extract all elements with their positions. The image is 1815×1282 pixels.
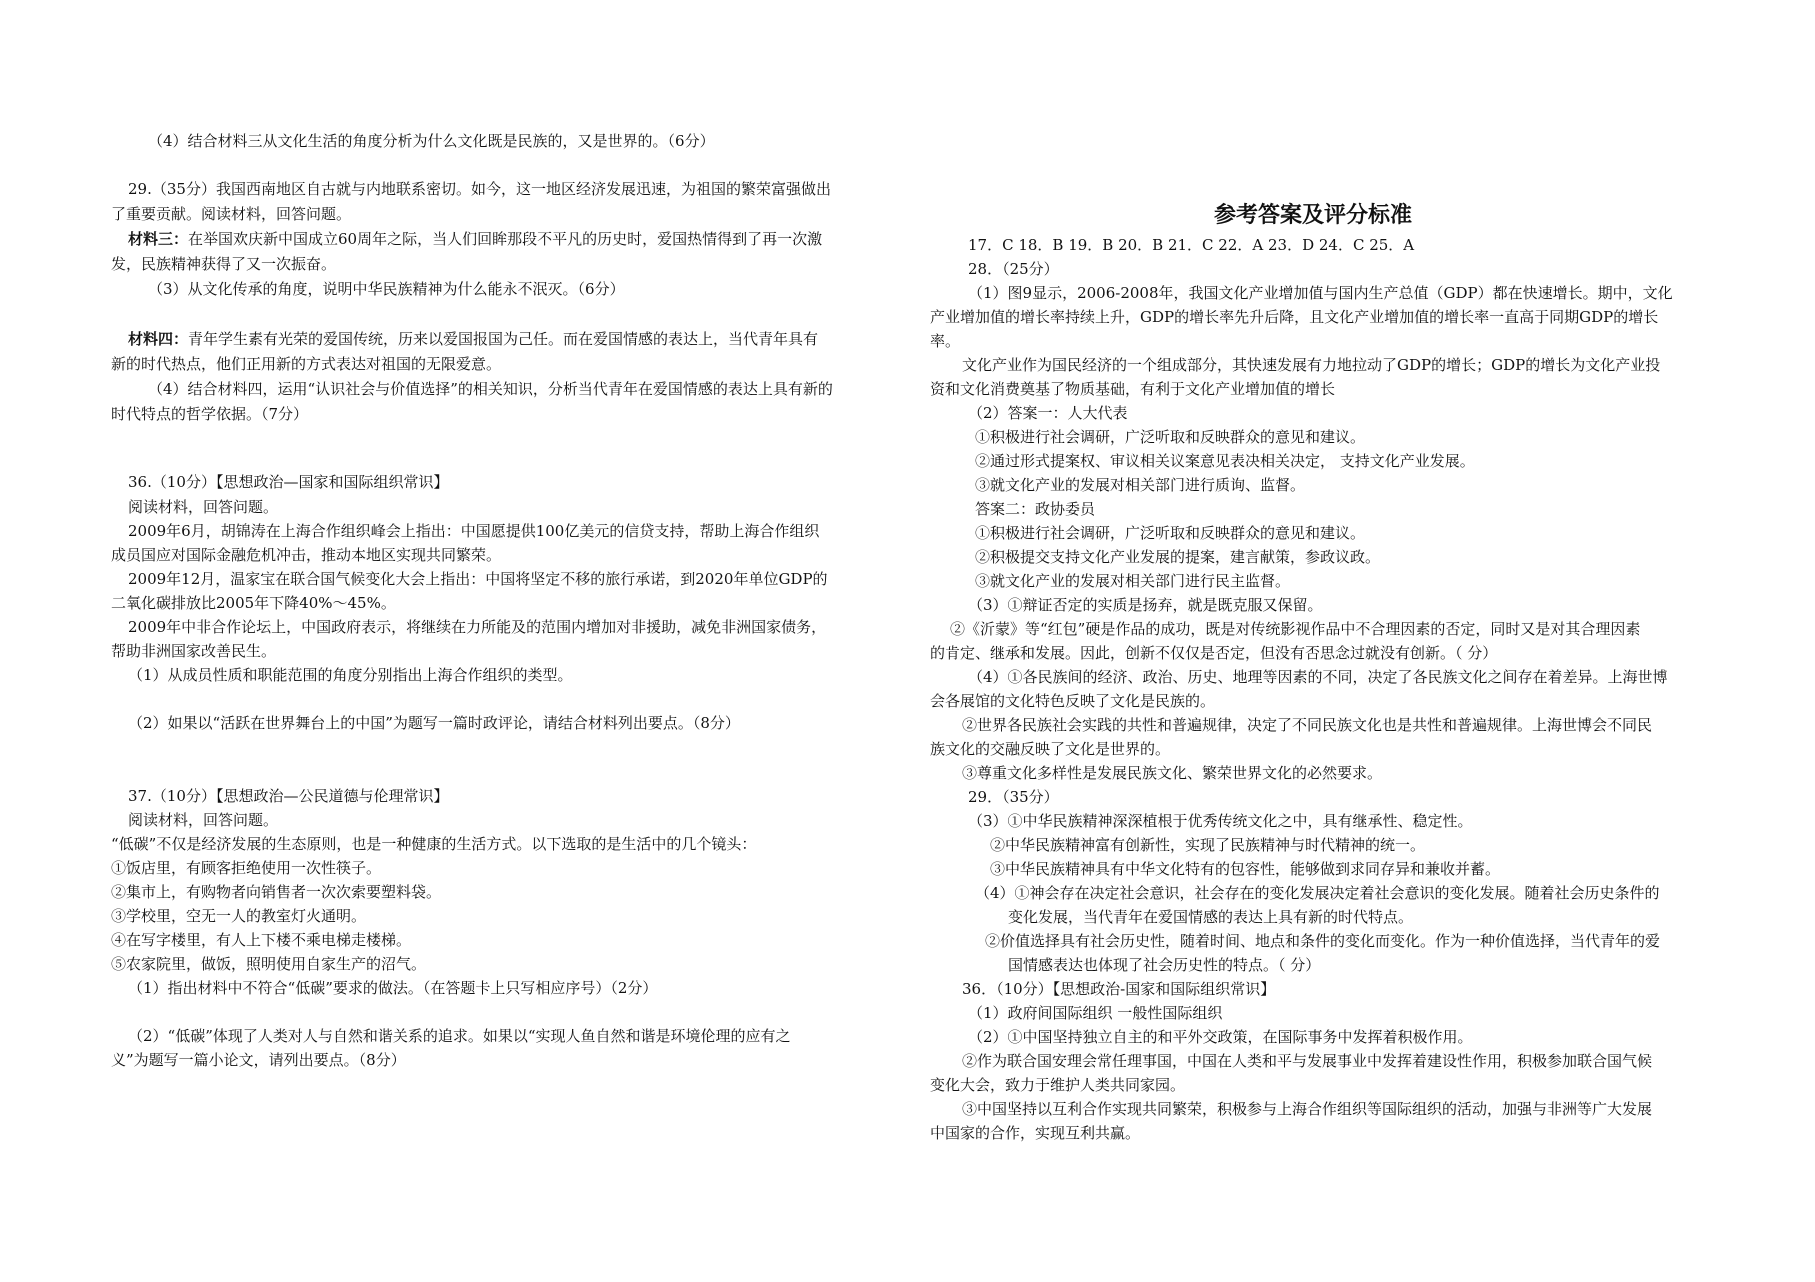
text-line: 会各展馆的文化特色反映了文化是民族的。	[930, 692, 1216, 710]
text-line: 文化产业作为国民经济的一个组成部分，其快速发展有力地拉动了GDP的增长；GDP的增长为文化产业投	[962, 356, 1661, 374]
text-line: 29．（35分）	[968, 788, 1059, 806]
text-line: ①积极进行社会调研，广泛听取和反映群众的意见和建议。	[975, 524, 1366, 542]
text-line: （4）①神会存在决定社会意识，社会存在的变化发展决定着社会意识的变化发展。随着社会历史条件的	[975, 884, 1660, 902]
page-title: 参考答案及评分标准	[1214, 202, 1413, 228]
text-line: ②价值选择具有社会历史性，随着时间、地点和条件的变化而变化。作为一种价值选择，当代青年的爱	[985, 932, 1661, 950]
text-line: 阅读材料，回答问题。	[128, 498, 279, 516]
text-line: 了重要贡献。阅读材料，回答问题。	[111, 205, 352, 223]
text-line: 率。	[930, 332, 961, 350]
text-line: 2009年中非合作论坛上，中国政府表示，将继续在力所能及的范围内增加对非援助，减免非洲国家债务，	[128, 618, 827, 636]
text-line: 新的时代热点，他们正用新的方式表达对祖国的无限爱意。	[111, 355, 502, 373]
text-line: ②作为联合国安理会常任理事国，中国在人类和平与发展事业中发挥着建设性作用，积极参加联合国气候	[962, 1052, 1653, 1070]
text-line: （4）①各民族间的经济、政治、历史、地理等因素的不同，决定了各民族文化之间存在着差异。上海世博	[968, 668, 1668, 686]
text-line: 义”为题写一篇小论文，请列出要点。（8分）	[111, 1051, 406, 1069]
text-line: （2）答案一：人大代表	[968, 404, 1128, 422]
text-line: 中国家的合作，实现互利共赢。	[930, 1124, 1141, 1142]
text-line: （3）从文化传承的角度，说明中华民族精神为什么能永不泯灭。（6分）	[148, 280, 625, 298]
text-line: ①积极进行社会调研，广泛听取和反映群众的意见和建议。	[975, 428, 1366, 446]
text-line: ③学校里，空无一人的教室灯火通明。	[111, 907, 367, 925]
text-line: ①饭店里，有顾客拒绝使用一次性筷子。	[111, 859, 382, 877]
text-line: 发，民族精神获得了又一次振奋。	[111, 255, 337, 273]
text-line: （1）从成员性质和职能范围的角度分别指出上海合作组织的类型。	[128, 666, 573, 684]
text-line: 阅读材料，回答问题。	[128, 811, 279, 829]
text-line: ③中国坚持以互利合作实现共同繁荣，积极参与上海合作组织等国际组织的活动，加强与非洲等广大发展	[962, 1100, 1653, 1118]
text-line: 2009年6月，胡锦涛在上海合作组织峰会上指出：中国愿提供100亿美元的信贷支持，帮助上海合作组织	[128, 522, 820, 540]
text-line: ②集市上，有购物者向销售者一次次索要塑料袋。	[111, 883, 442, 901]
text-line: （2）①中国坚持独立自主的和平外交政策，在国际事务中发挥着积极作用。	[968, 1028, 1473, 1046]
text-line: 2009年12月，温家宝在联合国气候变化大会上指出：中国将坚定不移的旅行承诺，到2020年单位GDP的	[128, 570, 828, 588]
material-text: 在举国欢庆新中国成立60周年之际，当人们回眸那段不平凡的历史时，爱国热情得到了再一次激	[188, 230, 823, 248]
text-line	[128, 329, 818, 349]
text-line: ②《沂蒙》等“红包”硬是作品的成功，既是对传统影视作品中不合理因素的否定，同时又是对其合理因素	[950, 620, 1641, 638]
text-line: ③就文化产业的发展对相关部门进行质询、监督。	[975, 476, 1306, 494]
text-line: 变化大会，致力于维护人类共同家园。	[930, 1076, 1186, 1094]
text-line: ②世界各民族社会实践的共性和普遍规律，决定了不同民族文化也是共性和普遍规律。上海世博会不同民	[962, 716, 1653, 734]
text-line: ②中华民族精神富有创新性，实现了民族精神与时代精神的统一。	[990, 836, 1426, 854]
text-line: （4）结合材料三从文化生活的角度分析为什么文化既是民族的，又是世界的。（6分）	[148, 132, 715, 150]
text-line: （1）指出材料中不符合“低碳”要求的做法。（在答题卡上只写相应序号）（2分）	[128, 979, 658, 997]
text-line: 资和文化消费奠基了物质基础，有利于文化产业增加值的增长	[930, 380, 1336, 398]
text-line: 答案二：政协委员	[975, 500, 1096, 518]
text-line: （2）如果以“活跃在世界舞台上的中国”为题写一篇时政评论，请结合材料列出要点。（8分）	[128, 714, 740, 732]
text-line: 时代特点的哲学依据。（7分）	[111, 405, 309, 423]
text-line: ③中华民族精神具有中华文化特有的包容性，能够做到求同存异和兼收并蓄。	[990, 860, 1501, 878]
text-line: ④在写字楼里，有人上下楼不乘电梯走楼梯。	[111, 931, 412, 949]
text-line: 二氧化碳排放比2005年下降40%～45%。	[111, 594, 396, 612]
text-line: 国情感表达也体现了社会历史性的特点。（ 分）	[1008, 956, 1321, 974]
text-line: ③就文化产业的发展对相关部门进行民主监督。	[975, 572, 1291, 590]
text-line: 29.（35分）我国西南地区自古就与内地联系密切。如今，这一地区经济发展迅速，为祖国的繁荣富强做出	[128, 180, 831, 198]
material-label: 材料三：	[128, 230, 189, 248]
text-line: 17．C 18．B 19．B 20．B 21．C 22．A 23．D 24．C 25．A	[968, 236, 1415, 254]
text-line: 37.（10分）【思想政治—公民道德与伦理常识】	[128, 787, 449, 805]
text-line: 族文化的交融反映了文化是世界的。	[930, 740, 1171, 758]
text-line: （1）图9显示，2006-2008年，我国文化产业增加值与国内生产总值（GDP）都在快速增长。期中，文化	[968, 284, 1673, 302]
text-line: “低碳”不仅是经济发展的生态原则，也是一种健康的生活方式。以下选取的是生活中的几个镜头：	[111, 835, 757, 853]
text-line: 帮助非洲国家改善民生。	[111, 642, 277, 660]
text-line: 36．（10分）【思想政治-国家和国际组织常识】	[962, 980, 1276, 998]
text-line: 36.（10分）【思想政治—国家和国际组织常识】	[128, 473, 449, 491]
text-line: ③尊重文化多样性是发展民族文化、繁荣世界文化的必然要求。	[962, 764, 1383, 782]
text-line: （3）①辩证否定的实质是扬弃，就是既克服又保留。	[968, 596, 1323, 614]
text-line: ②积极提交支持文化产业发展的提案，建言献策，参政议政。	[975, 548, 1381, 566]
material-label: 材料四：	[128, 330, 189, 348]
text-line: 变化发展，当代青年在爱国情感的表达上具有新的时代特点。	[1008, 908, 1414, 926]
text-line: 产业增加值的增长率持续上升，GDP的增长率先升后降，且文化产业增加值的增长率一直高于同期GDP的增长	[930, 308, 1659, 326]
text-line: 成员国应对国际金融危机冲击，推动本地区实现共同繁荣。	[111, 546, 502, 564]
text-line: （4）结合材料四，运用“认识社会与价值选择”的相关知识，分析当代青年在爱国情感的表达上具有新的	[148, 380, 833, 398]
text-line: ⑤农家院里，做饭，照明使用自家生产的沼气。	[111, 955, 427, 973]
text-line	[128, 229, 822, 249]
text-line: 28．（25分）	[968, 260, 1059, 278]
text-line: （1）政府间国际组织 一般性国际组织	[968, 1004, 1223, 1022]
text-line: 的肯定、继承和发展。因此，创新不仅仅是否定，但没有否思念过就没有创新。（ 分）	[930, 644, 1498, 662]
text-line: （2）“低碳”体现了人类对人与自然和谐关系的追求。如果以“实现人鱼自然和谐是环境伦理的应有之	[128, 1027, 791, 1045]
text-line: ②通过形式提案权、审议相关议案意见表决相关决定， 支持文化产业发展。	[975, 452, 1475, 470]
material-text: 青年学生素有光荣的爱国传统，历来以爱国报国为己任。而在爱国情感的表达上，当代青年具有	[188, 330, 819, 348]
text-line: （3）①中华民族精神深深植根于优秀传统文化之中，具有继承性、稳定性。	[968, 812, 1473, 830]
